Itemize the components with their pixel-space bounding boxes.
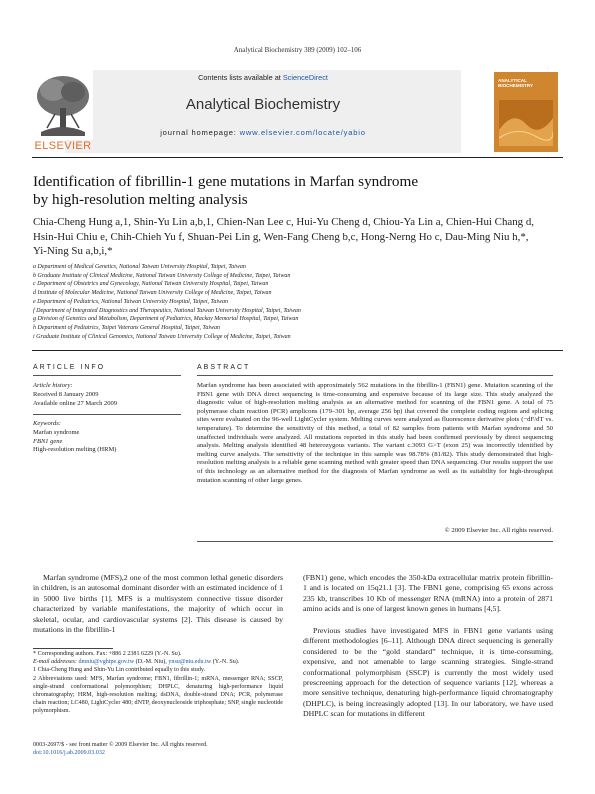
affiliation-item: i Graduate Institute of Clinical Genomics, National Taiwan University College of Medicine, Taipei, Taiwan — [33, 333, 291, 340]
affiliation-item: b Graduate Institute of Clinical Medicine, National Taiwan University College of Medicine, Taipei, Taiwan — [33, 272, 291, 279]
article-info-heading: ARTICLE INFO — [33, 364, 106, 371]
title-line-1: Identification of fibrillin-1 gene mutations in Marfan syndrome — [33, 173, 419, 190]
article-info-rule — [33, 375, 181, 376]
affiliation-item: a Department of Medical Genetics, National Taiwan University Hospital, Taipei, Taiwan — [33, 264, 246, 270]
footnote-abbreviations: 2 Abbreviations used: MFS, Marfan syndrome; FBN1, fibrillin-1; mRNA, messenger RNA; SSCP, single-strand conformational polymorphism; DHPLC, denaturing high-performance liquid chromatography; HRM, high-resolution melting; dsDNA, double-strand DNA; PCR, polymerase chain reaction; LC480, LightCycler 480; dNTP, deoxynucleoside triphosphate; SNP, single nucleotide polymorphism. — [33, 675, 283, 715]
cover-pattern-icon — [499, 100, 553, 146]
publisher-name: ELSEVIER — [34, 140, 92, 152]
doi-link[interactable]: doi:10.1016/j.ab.2009.03.032 — [33, 750, 105, 756]
affiliation-item: e Department of Pediatrics, National Taiwan University Hospital, Taipei, Taiwan — [33, 298, 229, 305]
issn-line: 0003-2697/$ - see front matter © 2009 Elsevier Inc. All rights reserved. — [33, 742, 208, 748]
affiliation-item: c Department of Obstetrics and Gynecology, National Taiwan University Hospital, Taipei, Taiwan — [33, 281, 269, 288]
email-link-su[interactable]: ynsu@ntu.edu.tw — [168, 659, 212, 666]
keywords-label: Keywords: — [33, 420, 61, 427]
email-label: E-mail addresses: — [33, 659, 79, 666]
affiliation-rule — [32, 350, 563, 351]
bottom-meta — [33, 741, 293, 757]
received-date: Received 8 January 2009 — [33, 390, 99, 398]
header-rule — [32, 157, 563, 158]
body-right-paragraph-2: Previous studies have investigated MFS in FBN1 gene variants using different methodologies [6–11]. Although DNA direct sequencing is generally considered to be the “gold standard” technique, it is time-consuming, expensive, and not amenable to large scanning strategies. Single-strand conformational polymorphism (SSCP) is currently the most widely used prescreening approach for the detection of sequence variants [12], whereas a more sensitive technique, denaturing high-performance liquid chromatography (DHPLC), is being increasingly adopted [13]. In our laboratory, we have used DHPLC scan for mutations in different — [303, 626, 553, 719]
journal-title: Analytical Biochemistry — [185, 96, 341, 113]
homepage-link[interactable]: www.elsevier.com/locate/yabio — [239, 128, 366, 137]
contents-prefix: Contents lists available at — [198, 73, 283, 82]
keyword-item: FBN1 gene — [33, 437, 63, 445]
author-list — [33, 215, 563, 259]
journal-homepage — [65, 128, 461, 137]
abstract-rule — [197, 375, 553, 376]
abstract-text: Marfan syndrome has been associated with approximately 562 mutations in the fibrillin-1 (FBN1) gene. Mutation scanning of the FBN1 gene with DNA direct sequencing is time-consuming and expensive because of its large size. This study analyzed the diagnostic value of high-resolution melting analysis as an alternative method for scanning of the FBN1 gene. A total of 75 polymerase chain reaction (PCR) amplicons (179–301 bp, average 256 bp) that covered the complete coding regions and splicing sites were evaluated on the 96-well LightCycler system. Melting curves were analyzed as fluorescence derivative plots (−dF/dT vs. temperature). To determine the sensitivity of this method, a total of 82 samples from patients with Marfan syndrome and 50 unaffected individuals were analyzed. All mutations reported in this study had been confirmed previously by direct sequencing analysis. Melting analysis identified 48 heterozygous variants. The variant c.3093 G>T (exon 25) was incorrectly identified by melting curve analysis. The sensitivity of the technique in this sample was 98.78% (81/82). This study demonstrated that high-resolution melting analysis is a reliable gene scanning method with greater speed than DNA sequencing. Our results support the use of this technology as an alternative method for the diagnosis of Marfan syndrome as well as its suitability for high-throughput mutation scanning of other large genes. — [197, 382, 553, 484]
affiliation-item: f Department of Integrated Diagnostics and Therapeutics, National Taiwan University Hospital, Taipei, Taiwan — [33, 307, 301, 314]
authors-line-3: Yi-Ning Su a,b,i,* — [33, 245, 113, 257]
title-line-2: by high-resolution melting analysis — [33, 191, 248, 208]
keyword-item: Marfan syndrome — [33, 428, 80, 436]
article-title — [33, 173, 553, 209]
body-left-paragraph: Marfan syndrome (MFS),2 one of the most common lethal genetic disorders in children, is an autosomal dominant disorder with an estimated incidence of 1 in 5000 live births [1]. MFS is a multisystem connective tissue disorder characterized by variable manifestations, the majority of which occur in skeletal, ocular, and cardiovascular systems [2]. This disease is caused by mutations in the fibrillin-1 — [33, 573, 283, 635]
affiliation-item: g Division of Genetics and Metabolism, Department of Pediatrics, Mackay Memorial Hospital, Taipei, Taiwan — [33, 316, 299, 323]
homepage-prefix: journal homepage: — [160, 128, 240, 137]
authors-line-2: Hsin-Hui Chiu e, Chih-Chieh Yu f, Shuan-Pei Lin g, Wen-Fang Cheng b,c, Hong-Nerng Ho c, Dau-Ming Niu h,*, — [33, 230, 529, 243]
affiliation-item: h Department of Pediatrics, Taipei Veterans General Hospital, Taipei, Taiwan — [33, 324, 221, 331]
keyword-item: High-resolution melting (HRM) — [33, 446, 117, 454]
footnote-equal-contribution: 1 Chia-Cheng Hung and Shin-Yu Lin contributed equally to this study. — [33, 667, 206, 674]
footnote-rule — [33, 648, 113, 649]
journal-reference: Analytical Biochemistry 389 (2009) 102–106 — [233, 46, 362, 54]
keywords — [33, 420, 183, 455]
affiliations — [33, 263, 563, 341]
email-link-niu[interactable]: dmniu@vghtpe.gov.tw — [78, 659, 135, 666]
contents-line — [65, 73, 461, 82]
email-owner-su: (Y.-N. Su). — [211, 659, 240, 666]
abstract-heading: ABSTRACT — [197, 364, 251, 371]
body-right-paragraph-1: (FBN1) gene, which encodes the 350-kDa extracellular matrix protein fibrillin-1 and is located on 15q21.1 [3]. The FBN1 gene, comprising 65 exons across 235 kb, transcribes 10 Kb of messenger RNA (mRNA) into a protein of 2871 amino acids and is one of largest known genes in humans [4,5]. — [303, 573, 553, 614]
email-addresses — [33, 658, 283, 666]
affiliation-item: d Institute of Molecular Medicine, National Taiwan University College of Medicine, Taipei, Taiwan — [33, 290, 272, 297]
abstract-bottom-rule — [197, 541, 553, 542]
footnotes — [33, 650, 283, 716]
history-label: Article history: — [33, 382, 73, 389]
abstract-copyright: © 2009 Elsevier Inc. All rights reserved. — [444, 527, 553, 534]
sciencedirect-link[interactable]: ScienceDirect — [282, 73, 328, 82]
keywords-rule — [33, 414, 181, 415]
authors-line-1: Chia-Cheng Hung a,1, Shin-Yu Lin a,b,1, Chien-Nan Lee c, Hui-Yu Cheng d, Chiou-Ya Lin a, Chien-Hui Chang d, — [33, 216, 535, 228]
available-date: Available online 27 March 2009 — [33, 399, 117, 407]
email-owner-niu: (D.-M. Niu), — [134, 659, 169, 666]
corresponding-authors: * Corresponding authors. Fax: +886 2 2381 6229 (Y.-N. Su). — [33, 651, 182, 657]
article-history — [33, 382, 183, 408]
cover-title: ANALYTICAL BIOCHEMISTRY — [498, 78, 534, 89]
